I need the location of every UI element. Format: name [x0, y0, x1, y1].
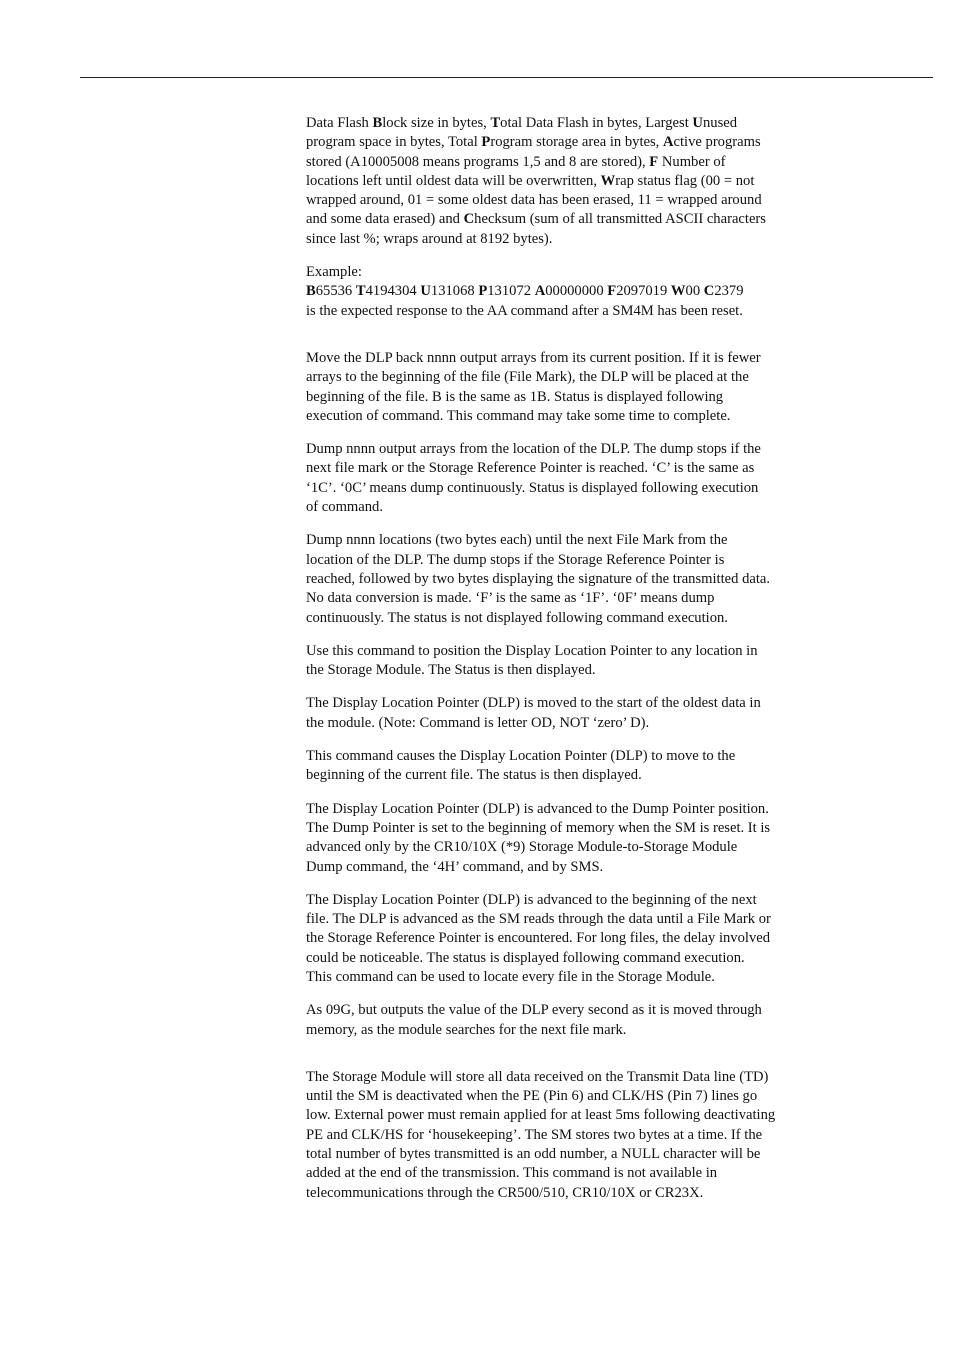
- bold-key-letter: A: [662, 134, 674, 151]
- text-run: rap status flag (00 = not wrapped around, 01 = some oldest data has been erased, 11 = wrapped around and some data erased) and: [306, 172, 762, 228]
- field-description-paragraph: [306, 114, 828, 249]
- text-run: 2097019: [616, 283, 671, 300]
- store-data-command-paragraph: The Storage Module will store all data received on the Transmit Data line (TD) until the SM is deactivated when the PE (Pin 6) and CLK/HS (Pin 7) lines go low. External power must remain applied for at least 5ms following deactivating PE and CLK/HS for ‘housekeeping’. The SM stores two bytes at a time. If the total number of bytes transmitted is an odd number, a NULL character will be added at the end of the transmission. This command is not available in telecommunications through the CR500/510, CR10/10X or CR23X.: [306, 1068, 776, 1201]
- next-file-command-paragraph: The Display Location Pointer (DLP) is advanced to the beginning of the next file. The DLP is advanced as the SM reads through the data until a File Mark or the Storage Reference Pointer is encountered. For long files, the delay involved could be noticeable. The status is displayed following command execution. This command can be used to locate every file in the Storage Module.: [306, 891, 771, 985]
- text-run: otal Data Flash in bytes, Largest: [500, 115, 693, 131]
- text-run: 00: [685, 283, 704, 300]
- bold-key-letter: A: [534, 283, 546, 300]
- text-run: rogram storage area in bytes,: [490, 134, 663, 151]
- dump-pointer-command-paragraph: The Display Location Pointer (DLP) is advanced to the Dump Pointer position. The Dump Pointer is set to the beginning of memory when the SM is reset. It is advanced only by the CR10/10X (*9) Storage Module-to-Storage Module Dump command, the ‘4H’ command, and by SMS.: [306, 800, 771, 875]
- text-run: 65536: [315, 283, 356, 300]
- text-run: nused program space in bytes, Total: [306, 115, 738, 151]
- text-run: ctive programs stored (A10005008 means programs 1,5 and 8 are stored),: [306, 134, 761, 170]
- bold-key-letter: B: [306, 283, 316, 300]
- bold-key-letter: U: [692, 115, 703, 131]
- dump-locations-command-paragraph: Dump nnnn locations (two bytes each) until the next File Mark from the location of the DLP. The dump stops if the Storage Reference Pointer is reached, followed by two bytes displaying the signature of the transmitted data. No data conversion is made. ‘F’ is the same as ‘1F’. ‘0F’ means dump continuously. The status is not displayed following command execution.: [306, 532, 771, 626]
- back-command-paragraph: Move the DLP back nnnn output arrays from its current position. If it is fewer arrays to the beginning of the file (File Mark), the DLP will be placed at the beginning of the file. B is the same as 1B. Status is displayed following execution of command. This command may take some time to complete.: [306, 349, 761, 424]
- text-run: lock size in bytes,: [382, 115, 491, 131]
- bold-key-letter: T: [490, 115, 501, 131]
- current-file-command-paragraph: This command causes the Display Location Pointer (DLP) to move to the beginning of the current file. The status is then displayed.: [306, 748, 736, 784]
- bold-key-letter: C: [703, 283, 715, 300]
- bold-key-letter: U: [420, 283, 431, 300]
- header-rule: [80, 77, 933, 78]
- oldest-data-command-paragraph: The Display Location Pointer (DLP) is moved to the start of the oldest data in the module. (Note: Command is letter OD, NOT ‘zero’ D).: [306, 695, 761, 731]
- text-run: 2379 is the expected response to the AA command after a SM4M has been reset.: [306, 283, 744, 319]
- text-run: 131072: [487, 283, 535, 300]
- text-run: Data Flash: [306, 115, 373, 131]
- bold-key-letter: W: [600, 172, 616, 189]
- position-dlp-command-paragraph: Use this command to position the Display Location Pointer to any location in the Storage Module. The Status is then displayed.: [306, 642, 758, 679]
- bold-key-letter: F: [649, 153, 659, 170]
- dump-arrays-command-paragraph: Dump nnnn output arrays from the location of the DLP. The dump stops if the next file mark or the Storage Reference Pointer is reached. ‘C’ is the same as ‘1C’. ‘0C’ means dump continuously. Status is displayed following execution of command.: [306, 441, 761, 516]
- text-run: hecksum (sum of all transmitted ASCII characters since last %; wraps around at 8192 bytes).: [306, 211, 766, 247]
- bold-key-letter: P: [481, 134, 491, 151]
- next-file-with-output-paragraph: As 09G, but outputs the value of the DLP every second as it is moved through memory, as the module searches for the next file mark.: [306, 1002, 762, 1038]
- document-body: [306, 114, 828, 1217]
- bold-key-letter: C: [463, 211, 475, 228]
- example-paragraph: [306, 263, 828, 321]
- bold-key-letter: T: [355, 283, 366, 300]
- bold-key-letter: B: [372, 115, 383, 131]
- bold-key-letter: F: [607, 283, 617, 300]
- bold-key-letter: P: [478, 283, 488, 300]
- text-run: 131068: [430, 283, 479, 300]
- text-run: 4194304: [365, 283, 421, 300]
- bold-key-letter: W: [670, 283, 686, 300]
- text-run: Example:: [306, 264, 362, 281]
- text-run: 00000000: [545, 283, 608, 300]
- text-run: Number of locations left until oldest data will be overwritten,: [306, 153, 726, 189]
